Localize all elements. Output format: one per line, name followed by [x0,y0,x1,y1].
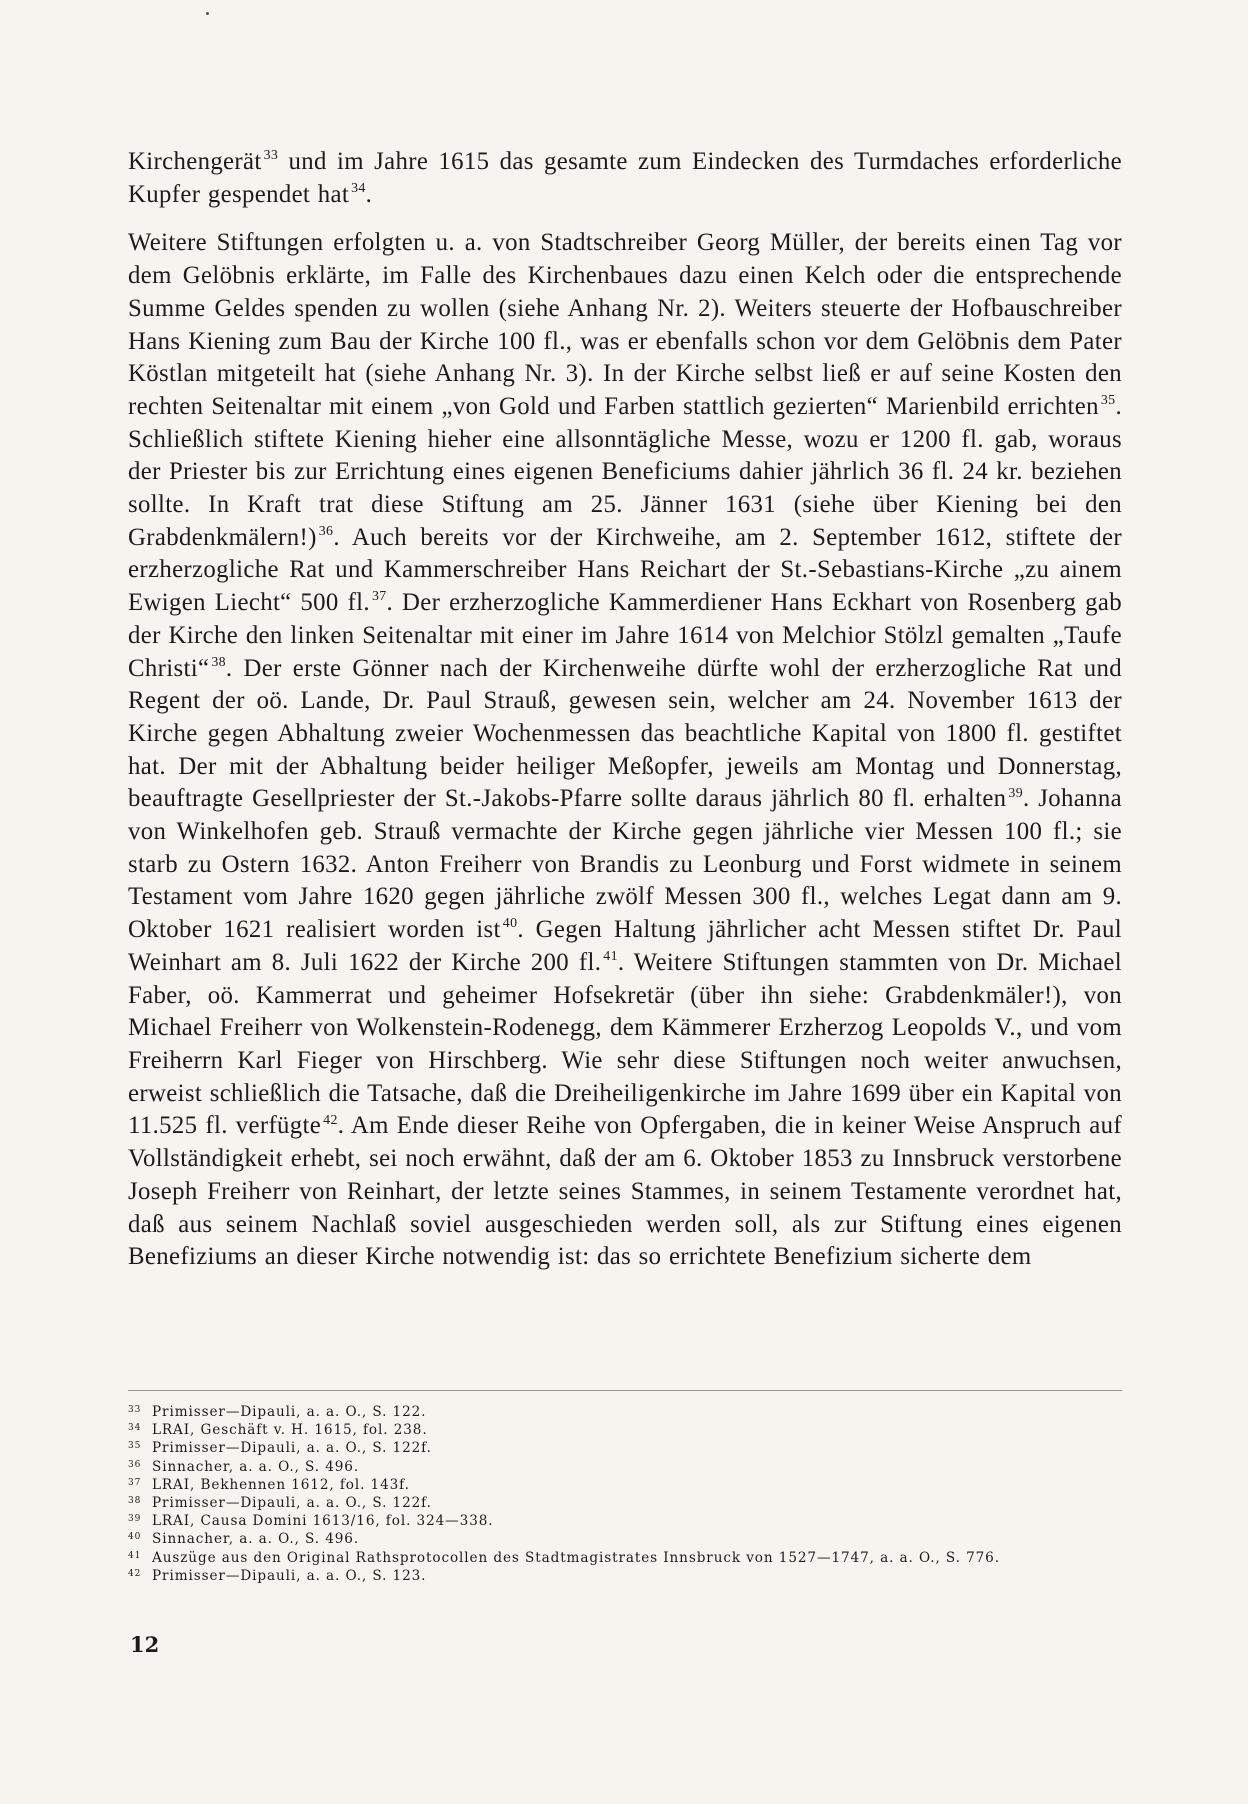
footnote-reference: 35 [1100,393,1116,409]
text-run: Weitere Stiftungen erfolgten u. a. von Stadtschreiber Georg Müller, der bereits einen Tag vor dem Gelöbnis erklärte, im Falle des Kirchenbaues dazu einen Kelch oder die entsprechende Summe Geldes spenden zu wollen (siehe Anhang Nr. 2). Weiters steuerte der Hofbauschreiber Hans Kiening zum Bau der Kirche 100 fl., was er ebenfalls schon vor dem Gelöbnis dem Pater Köstlan mitgeteilt hat (siehe Anhang Nr. 3). In der Kirche selbst ließ er auf seine Kosten den rechten Seitenaltar mit einem „von Gold und Farben stattlich gezierten“ Marienbild errichten [128,229,1122,420]
footnote-text: Sinnacher, a. a. O., S. 496. [152,1458,360,1475]
paper-speck [206,12,209,15]
footnote [128,1403,1122,1421]
footnote-text: Auszüge aus den Original Rathsprotocollen des Stadtmagistrates Innsbruck von 1527—1747, a. a. O., S. 776. [152,1549,1000,1566]
footnote-number: 40 [128,1532,142,1543]
footnote [128,1567,1122,1585]
footnote [128,1494,1122,1512]
footnote-number: 38 [128,1496,142,1507]
footnote-reference: 36 [318,524,334,540]
footnote [128,1476,1122,1494]
footnote-reference: 37 [371,589,387,605]
text-run: und im Jahre 1615 das gesamte zum Eindecken des Turmdaches erforderliche Kupfer gespendet hat [128,148,1122,208]
footnote-text: LRAI, Causa Domini 1613/16, fol. 324—338. [152,1513,494,1530]
footnote-reference: 41 [603,949,618,965]
footnote-reference: 39 [1008,785,1023,801]
paragraph [128,227,1122,1274]
footnote-text: Sinnacher, a. a. O., S. 496. [152,1531,360,1548]
footnote-divider [128,1390,1122,1391]
footnote-reference: 42 [323,1112,338,1128]
footnote-text: Primisser—Dipauli, a. a. O., S. 123. [152,1567,427,1584]
footnote-number: 34 [128,1423,142,1434]
footnote-reference: 33 [263,148,279,164]
text-run: Kirchengerät [128,148,262,175]
footnote-number: 42 [128,1568,142,1579]
footnote [128,1458,1122,1476]
page-number: 12 [130,1632,160,1657]
footnote [128,1530,1122,1548]
footnote-text: LRAI, Geschäft v. H. 1615, fol. 238. [152,1422,428,1439]
footnote-number: 35 [128,1441,142,1452]
footnote-text: Primisser—Dipauli, a. a. O., S. 122f. [152,1495,432,1512]
footnote-number: 36 [128,1459,142,1470]
footnote-reference: 38 [211,654,226,670]
text-run: . Der erzherzogliche Kammerdiener Hans Eckhart von Rosenberg gab der Kirche den linken Seitenaltar mit einer im Jahre 1614 von Melchior Stölzl gemalten „Taufe Christi“ [128,589,1122,682]
main-text [128,146,1122,1274]
text-run: . Gegen Haltung jährlicher acht Messen stiftet Dr. Paul Weinhart am 8. Juli 1622 der Kirche 200 fl. [128,916,1122,976]
footnote-text: Primisser—Dipauli, a. a. O., S. 122f. [152,1440,432,1457]
footnote-number: 33 [128,1405,142,1415]
footnote-text: LRAI, Bekhennen 1612, fol. 143f. [152,1476,410,1493]
text-run: . Weitere Stiftungen stammten von Dr. Michael Faber, oö. Kammerrat und geheimer Hofsekretär (über ihn siehe: Grabdenkmäler!), von Michael Freiherr von Wolkenstein-Rodenegg, dem Kämmerer Erzherzog Leopolds V., und vom Freiherrn Karl Fieger von Hirschberg. Wie sehr diese Stiftungen noch weiter anwuchsen, erweist schließlich die Tatsache, daß die Dreiheiligenkirche im Jahre 1699 über ein Kapital von 11.525 fl. verfügte [128,948,1122,1140]
footnote-text: Primisser—Dipauli, a. a. O., S. 122. [152,1404,427,1420]
text-run: . Johanna von Winkelhofen geb. Strauß vermachte der Kirche gegen jährliche vier Messen 100 fl.; sie starb zu Ostern 1632. Anton Freiherr von Brandis zu Leonburg und Forst widmete in seinem Testament vom Jahre 1620 gegen jährliche zwölf Messen 300 fl., welches Legat dann am 9. Oktober 1621 realisiert worden ist [128,785,1122,944]
footnote [128,1439,1122,1457]
text-run: . Am Ende dieser Reihe von Opfergaben, die in keiner Weise Anspruch auf Vollständigkeit erhebt, sei noch erwähnt, daß der am 6. Oktober 1853 zu Innsbruck verstorbene Joseph Freiherr von Reinhart, der letzte seines Stammes, in seinem Testamente verordnet hat, daß aus seinem Nachlaß soviel ausgeschieden werden soll, als zur Stiftung eines eigenen Benefiziums an dieser Kirche notwendig ist: das so errichtete Benefizium sicherte dem [128,1112,1122,1271]
footnote-reference: 34 [351,180,366,196]
footnote-reference: 40 [502,916,518,932]
footnote-number: 37 [128,1477,142,1488]
text-run: . [365,180,373,208]
text-run: . Schließlich stiftete Kiening hieher eine allsonntägliche Messe, wozu er 1200 fl. gab, woraus der Priester bis zur Errichtung eines eigenen Beneficiums dahier jährlich 36 fl. 24 kr. beziehen sollte. In Kraft trat diese Stiftung am 25. Jänner 1631 (siehe über Kiening bei den Grabdenkmälern!) [128,392,1122,551]
paragraph [128,146,1122,211]
footnote-number: 39 [128,1514,142,1525]
footnote-number: 41 [128,1550,142,1561]
footnote [128,1549,1122,1567]
footnotes [128,1403,1122,1585]
text-run: . Auch bereits vor der Kirchweihe, am 2. September 1612, stiftete der erzherzogliche Rat und Kammerschreiber Hans Reichart der St.-Sebastians-Kirche „zu ainem Ewigen Liecht“ 500 fl. [128,523,1122,617]
footnote [128,1512,1122,1530]
text-run: . Der erste Gönner nach der Kirchenweihe dürfte wohl der erzherzogliche Rat und Regent der oö. Lande, Dr. Paul Strauß, gewesen sein, welcher am 24. November 1613 der Kirche gegen Abhaltung zweier Wochenmessen das beachtliche Kapital von 1800 fl. gestiftet hat. Der mit der Abhaltung beider heiliger Meßopfer, jeweils am Montag und Donnerstag, beauftragte Gesellpriester der St.-Jakobs-Pfarre sollte daraus jährlich 80 fl. erhalten [128,654,1122,813]
footnote [128,1421,1122,1439]
